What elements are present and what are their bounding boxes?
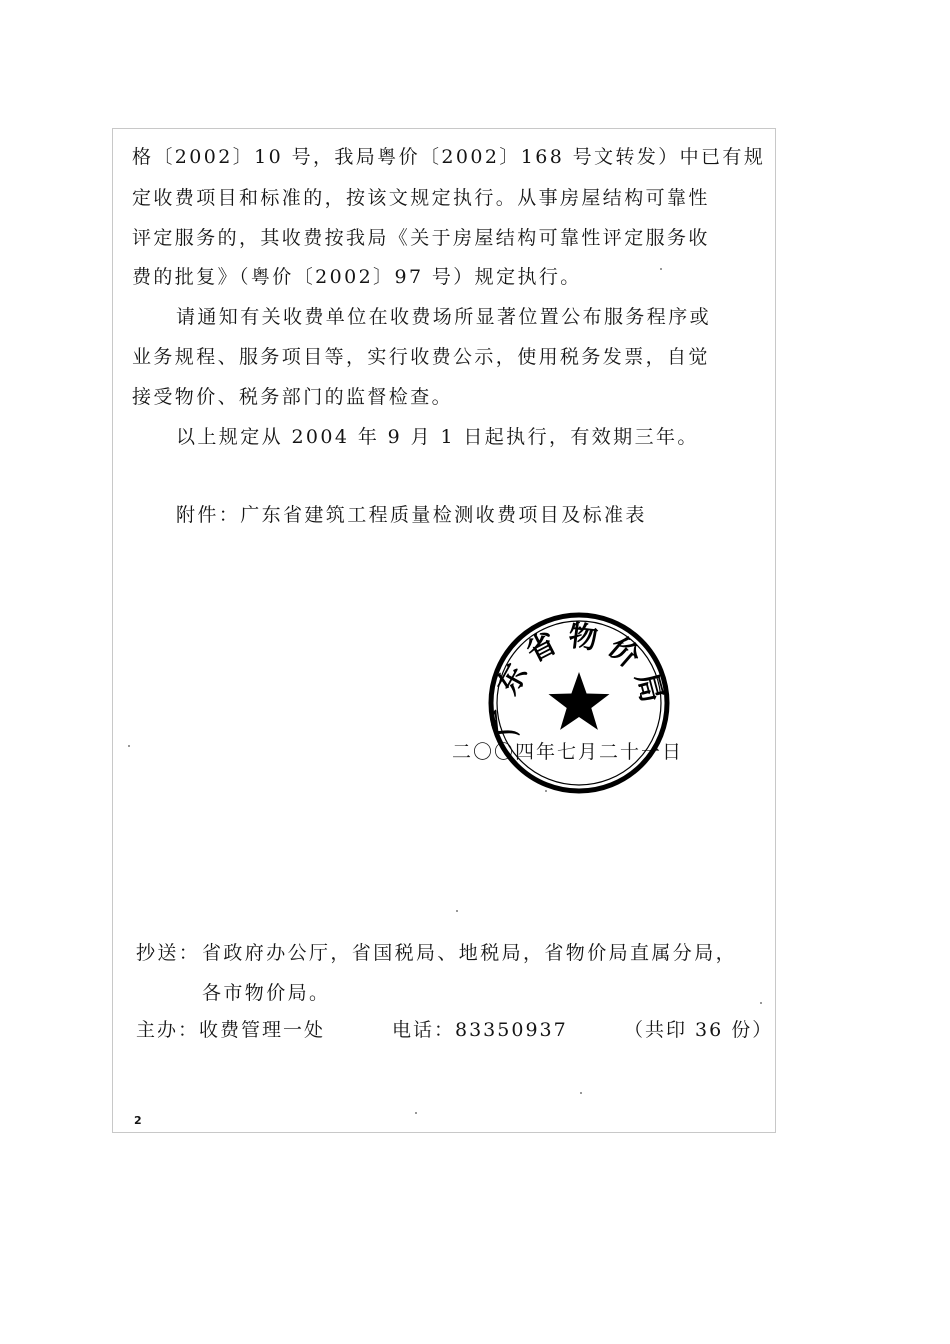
scan-speck [580, 1092, 582, 1094]
cc-recipients-line-2: 各市物价局。 [202, 982, 331, 1004]
scan-speck [415, 1112, 417, 1114]
notice-line-3: 接受物价、税务部门的监督检查。 [132, 386, 454, 408]
attachment-line: 附件：广东省建筑工程质量检测收费项目及标准表 [176, 504, 647, 526]
notice-line-2: 业务规程、服务项目等，实行收费公示，使用税务发票，自觉 [132, 346, 710, 368]
copies-count: （共印 36 份） [624, 1019, 774, 1041]
scan-speck [456, 910, 458, 912]
body-line-3: 评定服务的，其收费按我局《关于房屋结构可靠性评定服务收 [132, 227, 710, 249]
body-line-1: 格〔2002〕10 号，我局粤价〔2002〕168 号文转发）中已有规 [132, 146, 766, 168]
official-seal-icon [486, 610, 672, 796]
body-line-2: 定收费项目和标准的，按该文规定执行。从事房屋结构可靠性 [132, 187, 710, 209]
cc-label: 抄送： [136, 942, 201, 964]
page-number: 2 [134, 1114, 142, 1127]
cc-recipients-line-1: 省政府办公厅，省国税局、地税局，省物价局直属分局， [202, 942, 738, 964]
body-line-4: 费的批复》（粤价〔2002〕97 号）规定执行。 [132, 266, 582, 288]
effective-line: 以上规定从 2004 年 9 月 1 日起执行，有效期三年。 [176, 426, 699, 448]
svg-text:广东省物价局: 广东省物价局 [486, 618, 672, 739]
contact-phone: 电话：83350937 [392, 1019, 568, 1041]
scan-speck [760, 1002, 762, 1004]
scan-speck [660, 268, 662, 270]
notice-line-1: 请通知有关收费单位在收费场所显著位置公布服务程序或 [176, 306, 712, 328]
issue-date: 二〇〇四年七月二十一日 [452, 741, 684, 763]
scan-speck [128, 745, 130, 747]
scan-speck [545, 790, 547, 792]
sponsor-office: 主办：收费管理一处 [136, 1019, 326, 1041]
